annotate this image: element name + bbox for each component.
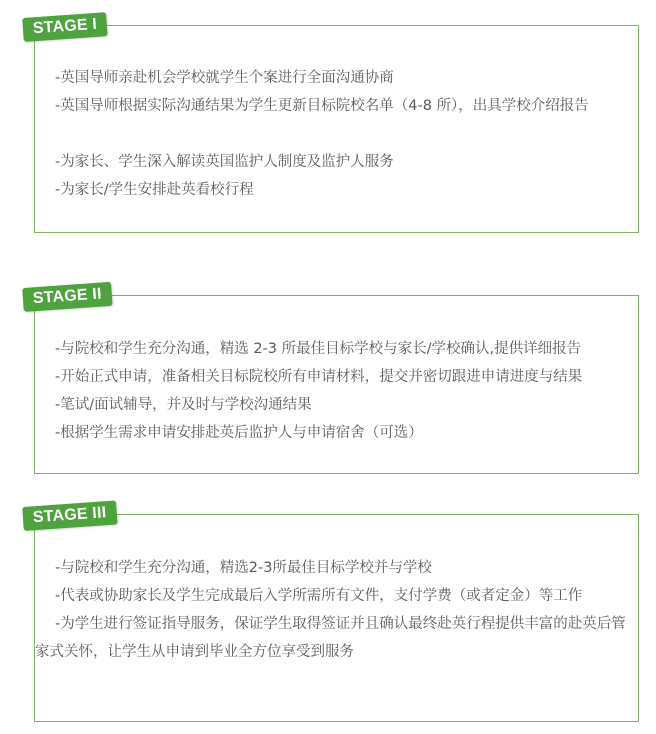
stage-3-item-3: -为学生进行签证指导服务，保证学生取得签证并且确认最终赴英行程提供丰富的赴英后管家式关怀，让学生从申请到毕业全方位享受到服务	[35, 616, 626, 660]
stage-3-tag: STAGE III	[22, 501, 117, 531]
stage-3-item-2: -代表或协助家长及学生完成最后入学所需所有文件，支付学费（或者定金）等工作	[55, 588, 583, 604]
stage-2-tag: STAGE II	[22, 282, 112, 312]
stage-2-item-2: -开始正式申请，准备相关目标院校所有申请材料，提交并密切跟进申请进度与结果	[55, 369, 583, 385]
stage-1-item-4: -为家长/学生安排赴英看校行程	[55, 182, 254, 198]
stage-1-item-1: -英国导师亲赴机会学校就学生个案进行全面沟通协商	[55, 70, 394, 86]
stage-1-item-2: -英国导师根据实际沟通结果为学生更新目标院校名单（4-8 所），出具学校介绍报告	[55, 98, 589, 114]
stage-2-item-3: -笔试/面试辅导，并及时与学校沟通结果	[55, 397, 312, 413]
stage-3-item-1: -与院校和学生充分沟通，精选2-3所最佳目标学校并与学校	[55, 560, 432, 576]
stage-2-item-1: -与院校和学生充分沟通，精选 2-3 所最佳目标学校与家长/学校确认,提供详细报告	[55, 341, 582, 357]
stage-1-tag: STAGE I	[22, 12, 108, 42]
stage-1-item-3: -为家长、学生深入解读英国监护人制度及监护人服务	[55, 154, 394, 170]
stage-2-item-4: -根据学生需求申请安排赴英后监护人与申请宿舍（可选）	[55, 425, 423, 441]
